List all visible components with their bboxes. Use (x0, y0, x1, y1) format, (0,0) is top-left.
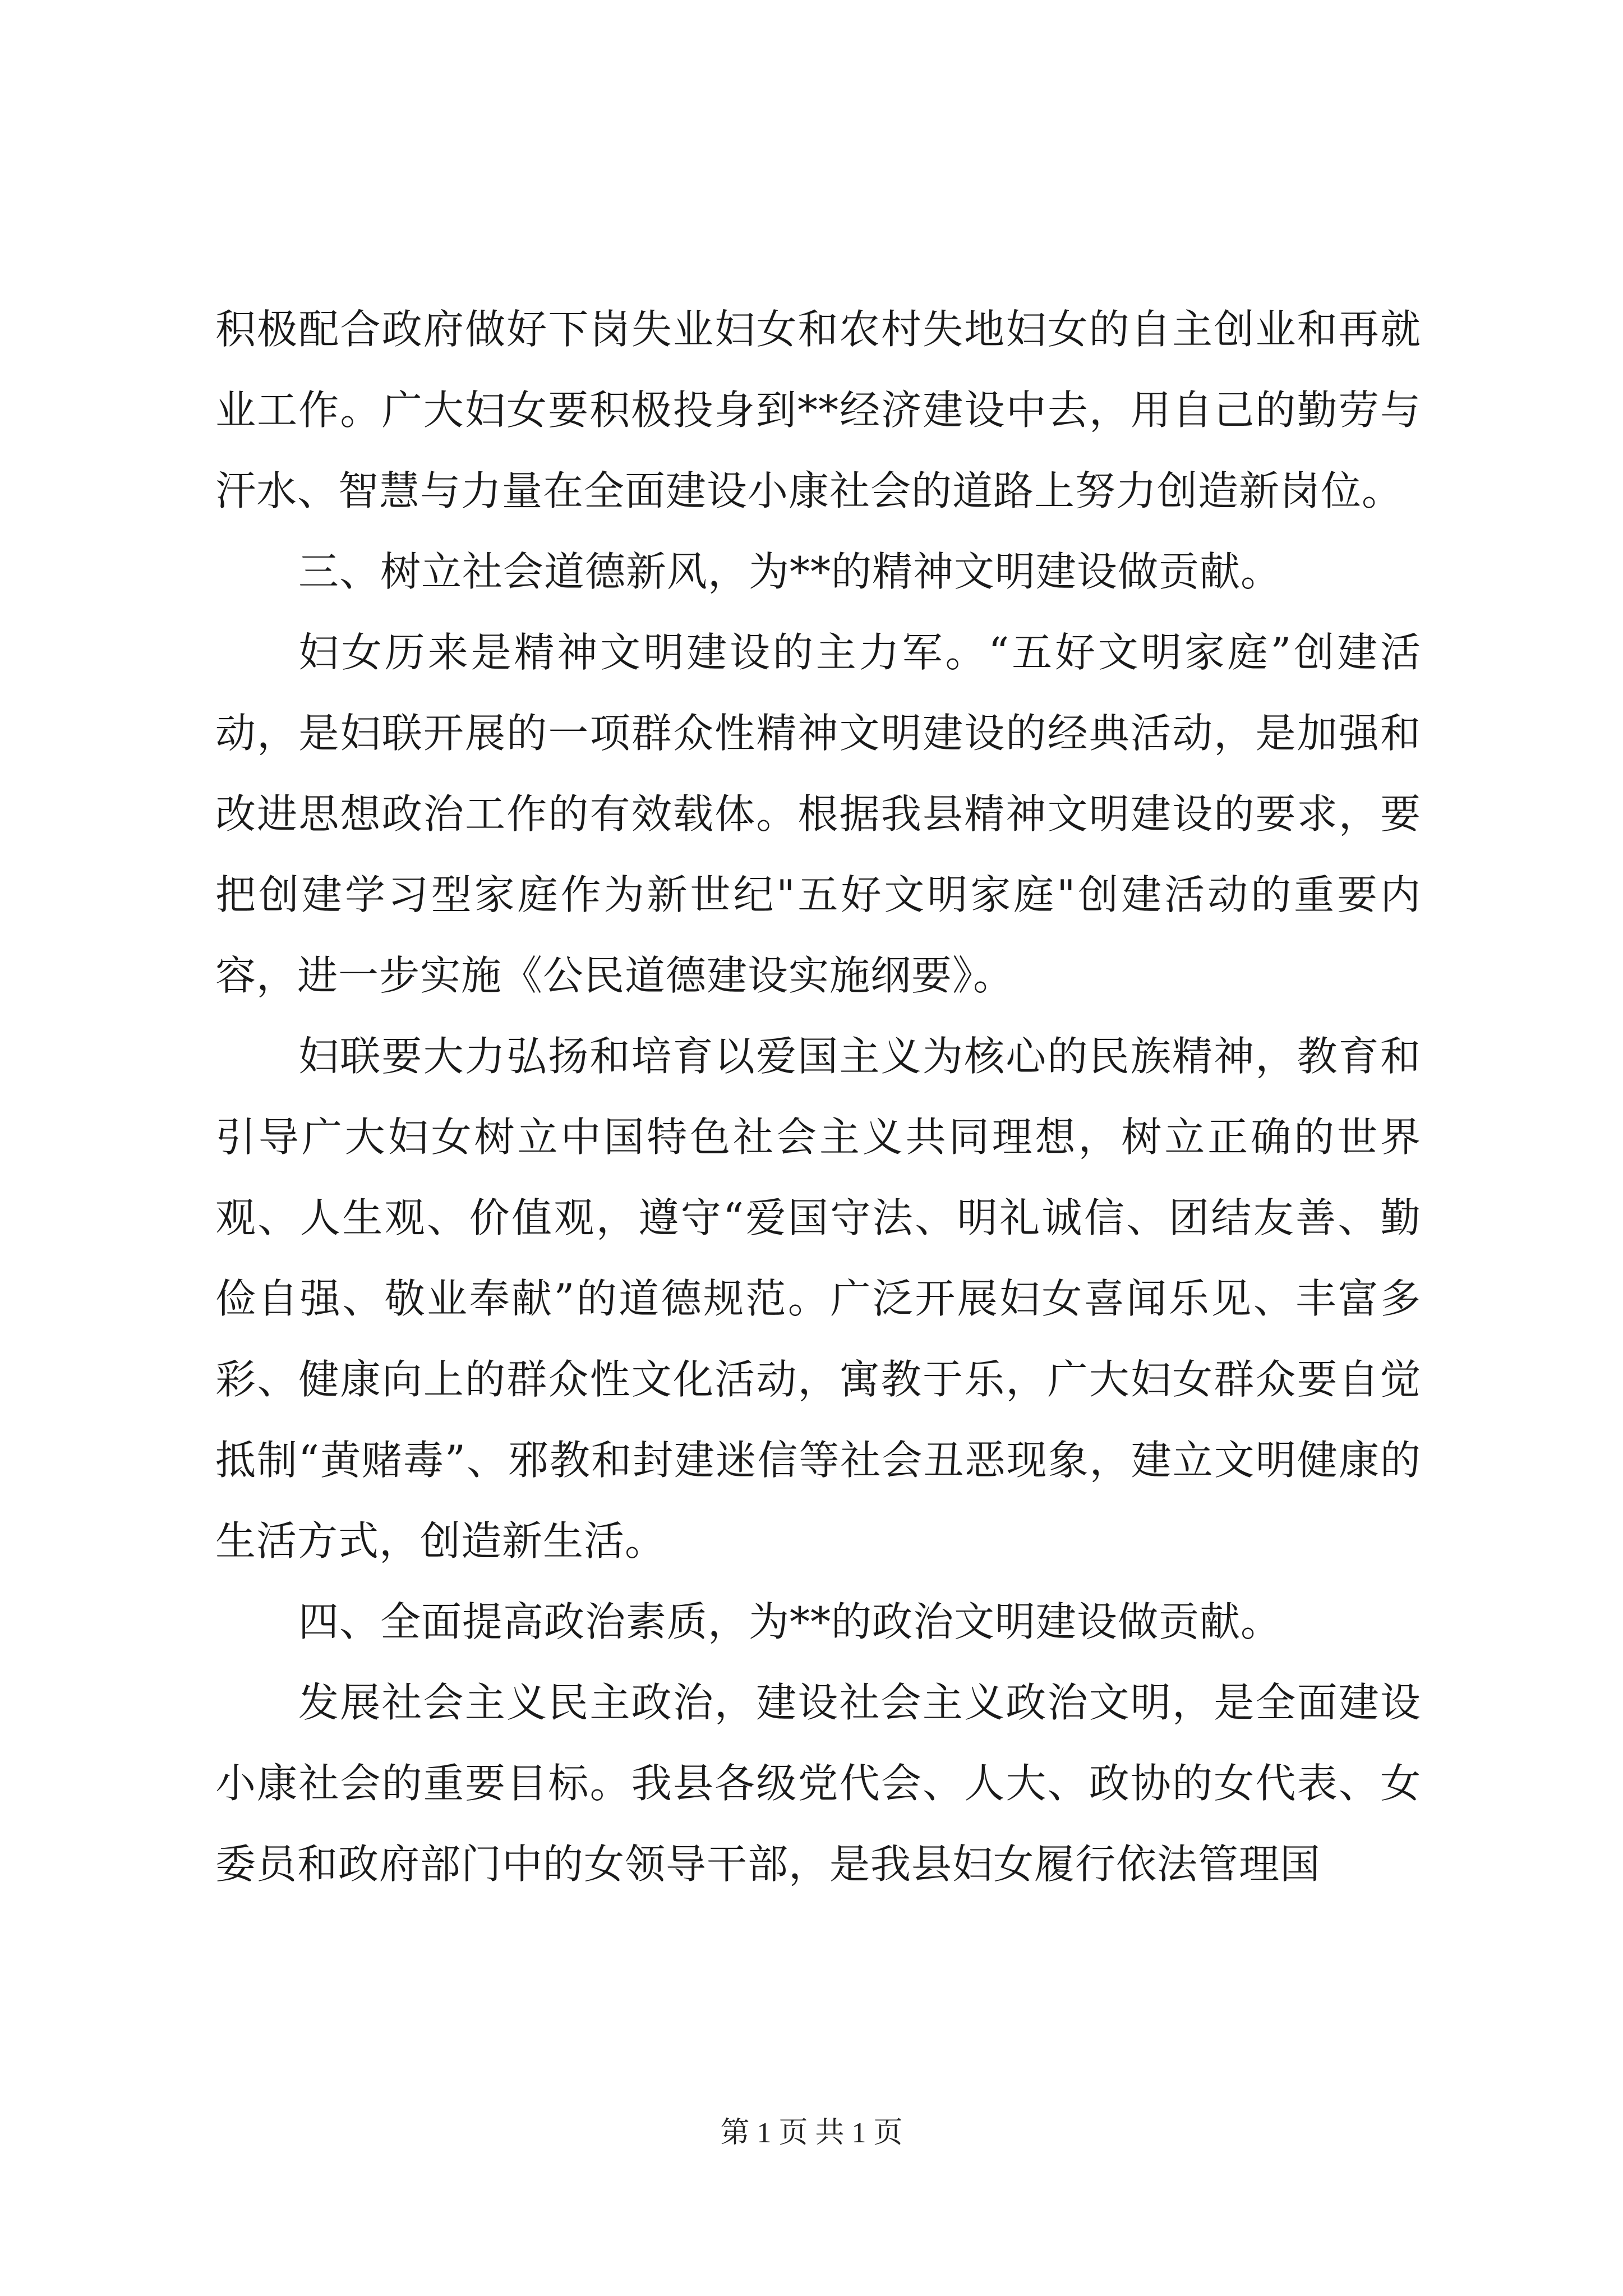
document-body (215, 289, 1421, 1904)
page-number-footer: 第 1 页 共 1 页 (720, 2117, 903, 2149)
paragraph-national-spirit: 妇联要大力弘扬和培育以爱国主义为核心的民族精神，教育和引导广大妇女树立中国特色社会主义共同理想，树立正确的世界观、人生观、价值观，遵守“爱国守法、明礼诚信、团结友善、勤俭自强、敬业奉献”的道德规范。广泛开展妇女喜闻乐见、丰富多彩、健康向上的群众性文化活动，寓教于乐，广大妇女群众要自觉抵制“黄赌毒”、邪教和封建迷信等社会丑恶现象，建立文明健康的生活方式，创造新生活。 (215, 1033, 1421, 1565)
paragraph-political-civilization: 发展社会主义民主政治，建设社会主义政治文明，是全面建设小康社会的重要目标。我县各级党代会、人大、政协的女代表、女委员和政府部门中的女领导干部，是我县妇女履行依法管理国 (215, 1679, 1421, 1888)
paragraph-continuation: 积极配合政府做好下岗失业妇女和农村失地妇女的自主创业和再就业工作。广大妇女要积极投身到**经济建设中去，用自己的勤劳与汗水、智慧与力量在全面建设小康社会的道路上努力创造新岗位。 (215, 306, 1421, 514)
section-heading-3: 三、树立社会道德新风，为**的精神文明建设做贡献。 (298, 548, 1282, 595)
section-heading-4: 四、全面提高政治素质，为**的政治文明建设做贡献。 (298, 1598, 1282, 1645)
paragraph-family-activities: 妇女历来是精神文明建设的主力军。“五好文明家庭”创建活动，是妇联开展的一项群众性精神文明建设的经典活动，是加强和改进思想政治工作的有效载体。根据我县精神文明建设的要求，要把创建学习型家庭作为新世纪"五好文明家庭"创建活动的重要内容，进一步实施《公民道德建设实施纲要》。 (215, 629, 1421, 999)
